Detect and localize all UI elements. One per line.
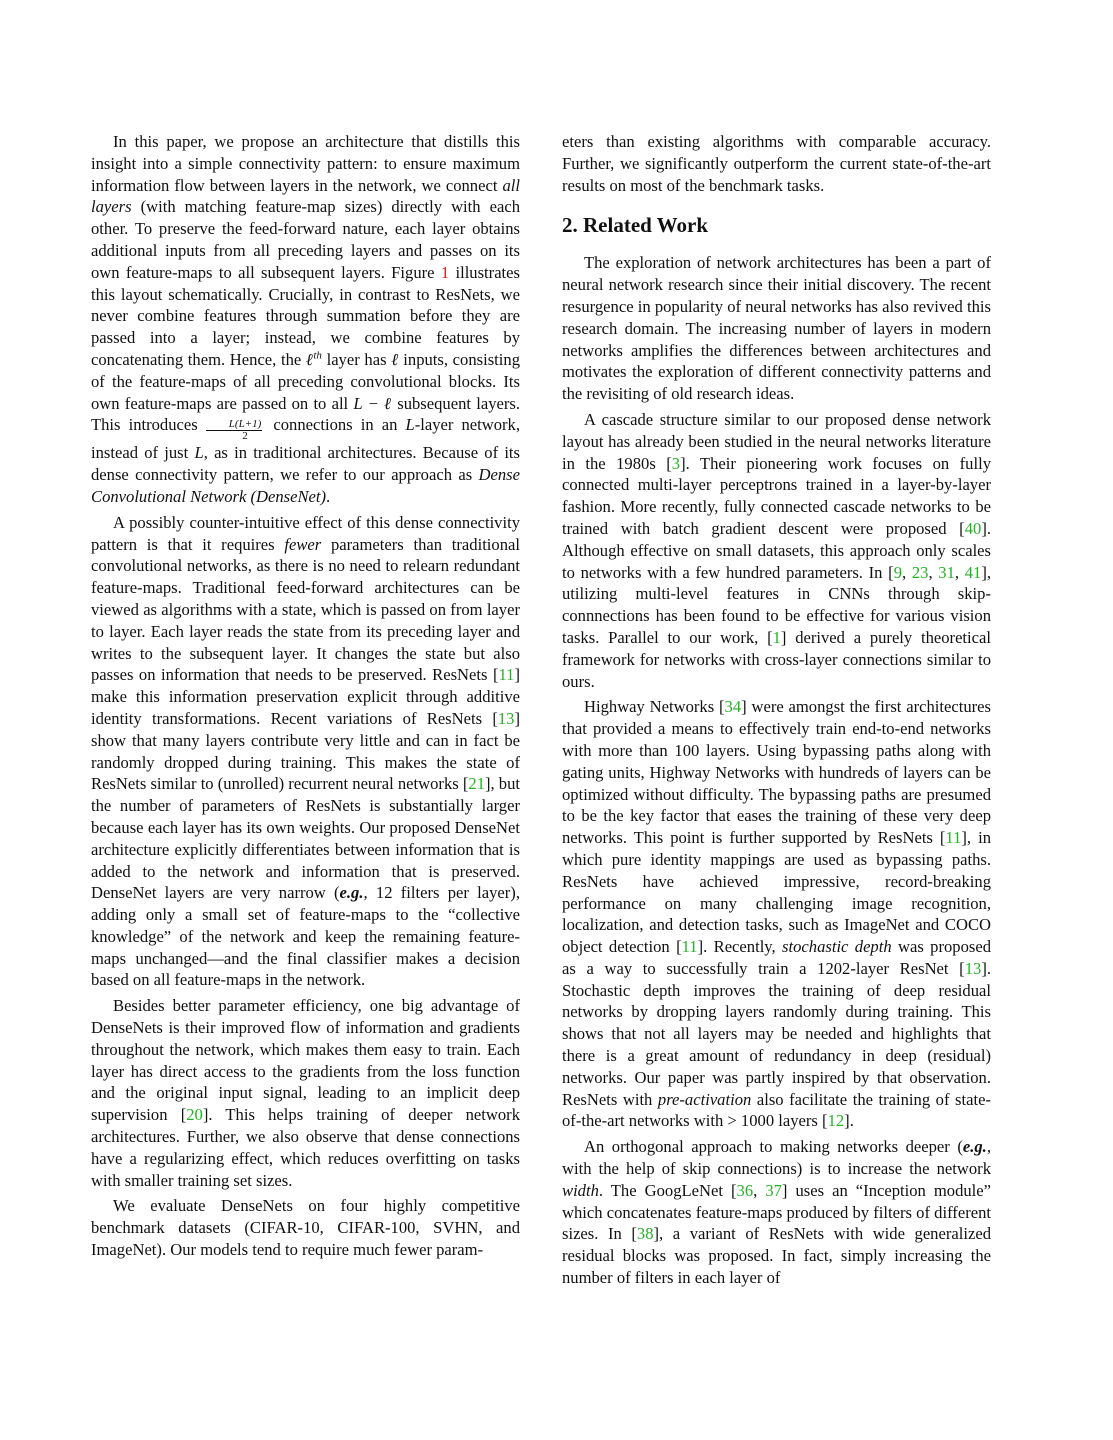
paragraph: Besides better parameter efficiency, one big advantage of DenseNets is their improved flow of information and gradients throughout the network, which makes them easy to train. Each layer has direct access to the gradients from the loss function and the original input signal, leading to an implicit deep supervision [20]. This helps training of deeper network architectures. Further, we also observe that dense connections have a regularizing effect, which reduces overfitting on tasks with smaller training set sizes. <box>91 996 520 1190</box>
paragraph: In this paper, we propose an architecture that distills this insight into a simple connectivity pattern: to ensure maximum information flow between layers in the network, we connect all layers (with matching feature-map sizes) directly with each other. To preserve the feed-forward nature, each layer obtains additional inputs from all preceding layers and passes on its own feature-maps to all subsequent layers. Figure 1 illustrates this layout schematically. Crucially, in contrast to ResNets, we never combine features through summation before they are passed into a layer; instead, we combine features by concatenating them. Hence, the ℓ$^{th}$ layer has ℓ inputs, consisting of the feature-maps of all preceding convolutional blocks. Its own feature-maps are passed on to all L − ℓ subsequent layers. This introduces $\frac{L(L+1)}{2}$ connections in an L-layer network, instead of just L, as in traditional architectures. Because of its dense connectivity pattern, we refer to our approach as Dense Convolutional Network (DenseNet). <box>91 132 521 506</box>
paragraph: We evaluate DenseNets on four highly competitive benchmark datasets (CIFAR-10, CIFAR-100, SVHN, and ImageNet). Our models tend to require much fewer param- <box>91 1196 520 1260</box>
citation-link[interactable]: 3 <box>671 453 681 473</box>
citation-link[interactable]: 13 <box>964 958 982 978</box>
paragraph: A cascade structure similar to our proposed dense network layout has already been studied in the neural networks literature in the 1980s [3]. Their pioneering work focuses on fully connected multi-layer perceptrons trained in a layer-by-layer fashion. More recently, fully connected cascade networks to be trained with batch gradient descent were proposed [40]. Although effective on small datasets, this approach only scales to networks with a few hundred parameters. In [9, 23, 31, 41], utilizing multi-level features in CNNs through skip-connnections has been found to be effective for various vision tasks. Parallel to our work, [1] derived a purely theoretical framework for networks with cross-layer connections similar to ours. <box>562 409 991 691</box>
citation-link[interactable]: 21 <box>468 774 485 794</box>
right-column <box>562 131 991 1293</box>
citation-link[interactable]: 11 <box>945 828 962 848</box>
citation-link[interactable]: 23 <box>911 562 929 582</box>
paragraph: An orthogonal approach to making networks deeper (e.g., with the help of skip connections) is to increase the network width. The GoogLeNet [36, 37] uses an “Inception module” which concatenates feature-maps produced by filters of different sizes. In [38], a variant of ResNets with wide generalized residual blocks was proposed. In fact, simply increasing the number of filters in each layer of <box>562 1137 992 1288</box>
citation-link[interactable]: 20 <box>186 1105 203 1125</box>
citation-link[interactable]: 11 <box>498 665 515 685</box>
paragraph: eters than existing algorithms with comparable accuracy. Further, we significantly outperform the current state-of-the-art results on most of the benchmark tasks. <box>562 132 991 195</box>
paragraph: A possibly counter-intuitive effect of this dense connectivity pattern is that it requires fewer parameters than traditional convolutional networks, as there is no need to relearn redundant feature-maps. Traditional feed-forward architectures can be viewed as algorithms with a state, which is passed on from layer to layer. Each layer reads the state from its preceding layer and writes to the subsequent layer. It changes the state but also passes on information that needs to be preserved. ResNets [11] make this information preservation explicit through additive identity transformations. Recent variations of ResNets [13] show that many layers contribute very little and can in fact be randomly dropped during training. This makes the state of ResNets similar to (unrolled) recurrent neural networks [21], but the number of parameters of ResNets is substantially larger because each layer has its own weights. Our proposed DenseNet architecture explicitly differentiates between information that is added to the network and information that is preserved. DenseNet layers are very narrow (e.g., 12 filters per layer), adding only a small set of feature-maps to the “collective knowledge” of the network and keep the remaining feature-maps unchanged—and the final classifier makes a decision based on all feature-maps in the network. <box>91 512 521 990</box>
citation-link[interactable]: 1 <box>772 627 781 647</box>
citation-link[interactable]: 31 <box>938 562 955 582</box>
citation-link[interactable]: 9 <box>893 562 902 582</box>
section-heading: 2. Related Work <box>562 213 709 238</box>
paragraph: Highway Networks [34] were amongst the first architectures that provided a means to effectively train end-to-end networks with more than 100 layers. Using bypassing paths along with gating units, Highway Networks with hundreds of layers can be optimized without difficulty. The bypassing paths are presumed to be the key factor that eases the training of these very deep networks. This point is further supported by ResNets [11], in which pure identity mappings are used as bypassing paths. ResNets have achieved impressive, record-breaking performance on many challenging image recognition, localization, and detection tasks, such as ImageNet and COCO object detection [11]. Recently, stochastic depth was proposed as a way to successfully train a 1202-layer ResNet [13]. Stochastic depth improves the training of deep residual networks by dropping layers randomly during training. This shows that not all layers may be needed and highlights that there is a great amount of redundancy in deep (residual) networks. Our paper was partly inspired by that observation. ResNets with pre-activation also facilitate the training of state-of-the-art networks with > 1000 layers [12]. <box>562 697 991 1131</box>
paragraph: The exploration of network architectures has been a part of neural network research since their initial discovery. The recent resurgence in popularity of neural networks has also revived this research domain. The increasing number of layers in modern networks amplifies the differences between architectures and motivates the exploration of different connectivity patterns and the revisiting of old research ideas. <box>562 253 991 404</box>
citation-link[interactable]: 34 <box>724 697 742 717</box>
citation-link[interactable]: 40 <box>964 518 982 538</box>
citation-link[interactable]: 36 <box>736 1180 754 1200</box>
citation-link[interactable]: 13 <box>497 708 515 728</box>
citation-link[interactable]: 38 <box>636 1224 654 1244</box>
citation-link[interactable]: 37 <box>765 1180 782 1200</box>
citation-link[interactable]: 12 <box>827 1111 845 1131</box>
citation-link[interactable]: 41 <box>964 562 982 582</box>
left-column <box>91 131 520 1265</box>
figure-ref-link[interactable]: 1 <box>440 262 450 282</box>
fraction: $\frac{L(L+1)}{2}$ <box>206 419 262 442</box>
citation-link[interactable]: 11 <box>681 937 698 957</box>
